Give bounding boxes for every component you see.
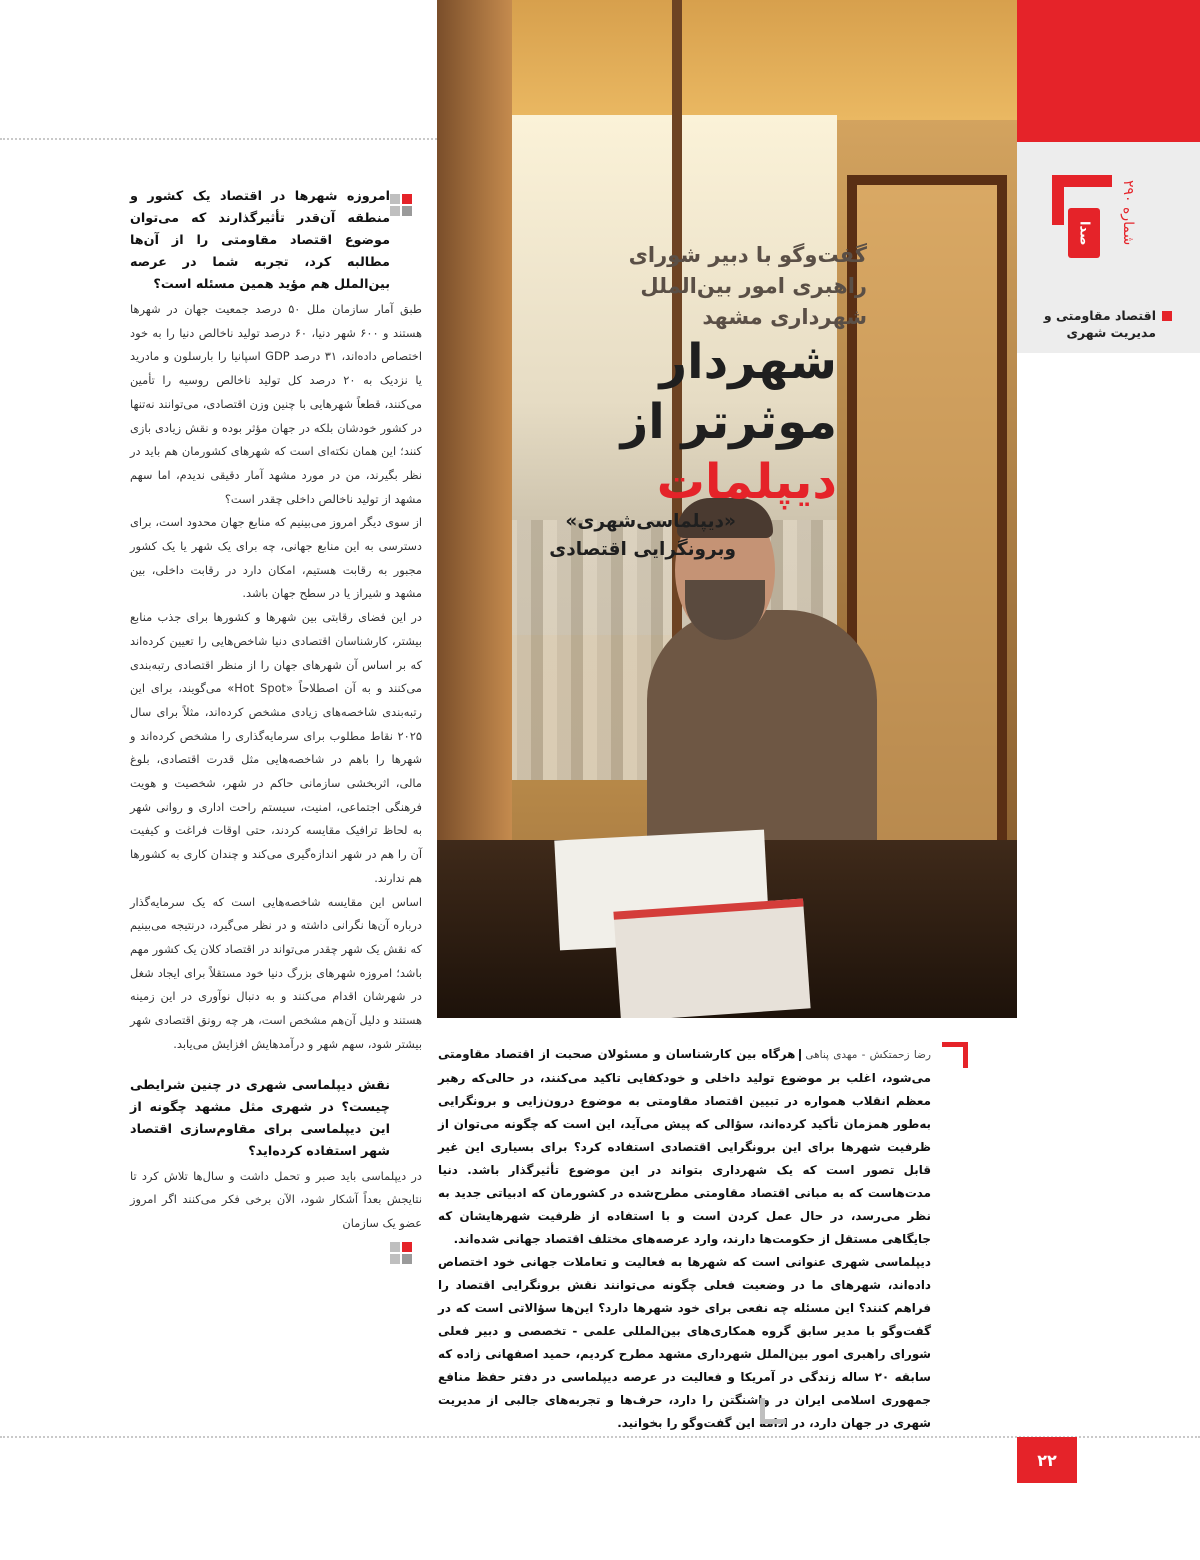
intro-corner-mark [942, 1042, 968, 1068]
brand-logo: صدا [1068, 208, 1100, 258]
issue-number: شماره ۲۹۰ [1120, 180, 1136, 246]
question-1: امروزه شهرها در اقتصاد یک کشور و منطقه آن‌قدر تأثیرگذارند که می‌توان موضوع اقتصاد مقاومتی را از آن‌ها مطالبه کرد، تجربه شما در عرصه بین‌الملل هم مؤید همین مسئله است؟ [130, 189, 390, 292]
section-tag-label: اقتصاد مقاومتی و مدیریت شهری [1043, 308, 1156, 340]
byline: رضا زحمتکش - مهدی پناهی [805, 1049, 931, 1061]
question-2: نقش دیپلماسی شهری در چنین شرایطی چیست؟ در شهری مثل مشهد چگونه از این دیپلماسی برای مقاوم‌سازی اقتصاد شهر استفاده کرده‌اید؟ [130, 1077, 390, 1159]
top-divider [0, 138, 437, 140]
title-highlight: دیپلمات [656, 454, 837, 510]
question-marker-icon [390, 1242, 416, 1266]
article-intro [438, 1043, 931, 1435]
answer-paragraph: از سوی دیگر امروز می‌بینیم که منابع جهان محدود است، برای دسترسی به این منابع جهانی، چه برای یک شهر یا یک کشور مجبور به رقابت هستیم، امکان دارد در رقابت داخلی، بین مشهد و شیراز یا در سطح جهان باشد. [130, 515, 422, 601]
left-column [130, 186, 422, 1236]
article-title [557, 332, 837, 512]
intro-corner-mark-end [760, 1398, 786, 1424]
article-subtitle: «دیپلماسی‌شهری» وبرونگرایی اقتصادی [549, 511, 736, 560]
page-number: ۲۲ [1017, 1437, 1077, 1483]
answer-paragraph: در این فضای رقابتی بین شهرها و کشورها برای جذب منابع بیشتر، کارشناسان اقتصادی دنیا شاخص‌هایی را تعیین کرده‌اند که بر اساس آن شهرهای جهان را از منظر اقتصادی رتبه‌بندی می‌کنند و به آن اصطلاحاً «Hot Spot» می‌گویند، برای این رتبه‌بندی شاخصه‌های زیادی مشخص کرده‌اند، مثلاً برای سال ۲۰۲۵ نقاط مطلوب برای سرمایه‌گذاری را مشخص کرده‌اند و شهرها را باهم در شاخصه‌هایی مثل قدرت اقتصادی، بلوغ مالی، اثربخشی سازمانی حاکم در شهر، شخصیت و هویت فرهنگی اجتماعی، امنیت، سیستم راحت اداری و روانی شهر به لحاظ ترافیک مقایسه کردند، حتی اوقات فراغت و کیفیت آن را هم در شهر اندازه‌گیری می‌کند و چندان کاری به کشورها هم ندارند. [130, 610, 422, 885]
square-bullet-icon [1162, 311, 1172, 321]
byline-separator [799, 1049, 801, 1061]
article-kicker: گفت‌وگو با دبیر شورای راهبری امور بین‌الملل شهرداری مشهد [628, 243, 867, 329]
title-line-1: شهردار [659, 334, 837, 390]
answer-paragraph: در دیپلماسی باید صبر و تحمل داشت و سال‌ها تلاش کرد تا نتایجش بعداً آشکار شود، الآن برخی فکر می‌کنند اگر امروز عضو یک سازمان [130, 1168, 422, 1230]
answer-paragraph: اساس این مقایسه شاخصه‌هایی است که یک سرمایه‌گذار درباره آن‌ها نگرانی داشته و در نظر می‌گیرد، درنتیجه می‌بینیم که نقش یک شهر چقدر می‌تواند در اقتصاد کلان یک کشور مهم باشد؛ امروزه شهرهای بزرگ دنیا خود مستقلاً برای ایجاد شغل در شهرشان اقدام می‌کنند و به دنبال نوآوری در این زمینه هستند و دلیل آن‌هم مشخص است، هر چه رونق اقتصادی شهر بیشتر شود، سهم شهر و درآمدهایش افزایش می‌یابد. [130, 894, 422, 1051]
intro-paragraph-1: هرگاه بین کارشناسان و مسئولان صحبت از اقتصاد مقاومتی می‌شود، اغلب بر موضوع تولید داخلی و خودکفایی تاکید می‌کنند، در حالی‌که رهبر معظم انقلاب همواره در تبیین اقتصاد مقاومتی به موضوع درون‌زایی و برونگرایی به‌طور همزمان تأکید کرده‌اند، سؤالی که پیش می‌آید، این است که چگونه می‌توان از ظرفیت شهرها برای این برونگرایی اقتصادی استفاده کرد؟ برای بسیاری این غیر قابل تصور است که یک شهرداری بتواند در این موضوع تأثیرگذار باشد. دنیا مدت‌هاست که به مبانی اقتصاد مقاومتی مطرح‌شده در کشورمان که ادبیاتی جدید به نظر می‌رسد، در حال عمل کردن است و با استفاده از ظرفیت شهرهایشان که جایگاهی مستقل از حکومت‌ها دارند، وارد عرصه‌های مختلف اقتصاد جهانی شده‌اند. [438, 1047, 931, 1246]
answer-paragraph: طبق آمار سازمان ملل ۵۰ درصد جمعیت جهان در شهرها هستند و ۶۰۰ شهر دنیا، ۶۰ درصد تولید ناخالص دنیا را به خود اختصاص داده‌اند، ۳۱ درصد GDP اسپانیا را بارسلون و مادرید یا نزدیک به ۲۰ درصد کل تولید ناخالص روسیه را تأمین می‌کنند، قطعاً شهرهایی با چنین وزن اقتصادی، می‌توانند نه‌تنها در کشور خودشان بلکه در جهان مؤثر بوده و نقش زیادی بازی کنند؛ این همان نکته‌ای است که شهرهای کشورمان هم باید در نظر بگیرند، من در مورد مشهد آمار دقیقی ندیدم، اما سهم مشهد از تولید ناخالص داخلی چقدر است؟ [130, 302, 422, 506]
title-line-2: موثرتر از [620, 394, 837, 450]
intro-paragraph-2: دیپلماسی شهری عنوانی است که شهرها به فعالیت و تعاملات جهانی خود اختصاص داده‌اند، شهرهای ما در وضعیت فعلی چگونه می‌توانند نقش برونگرایی اقتصاد را فراهم کنند؟ این مسئله چه نفعی برای خود شهرها دارد؟ این‌ها سؤالاتی است که در گفت‌وگو با مدیر سابق گروه همکاری‌های بین‌المللی علمی - تخصصی و دبیر فعلی شورای راهبری امور بین‌الملل شهرداری مشهد مطرح کردیم، حمید اصفهانی زاده که سابقه ۲۰ ساله زندگی در آمریکا و فعالیت در عرصه دیپلماسی در دفتر حفظ منافع جمهوری اسلامی ایران در واشنگتن را دارد، حرف‌ها و تجربه‌های جالبی از مدیریت شهری در جهان دارد، در ادامه این گفت‌وگو را بخوانید. [438, 1255, 931, 1430]
section-tag [1016, 307, 1156, 341]
header-red-block [1017, 0, 1200, 142]
